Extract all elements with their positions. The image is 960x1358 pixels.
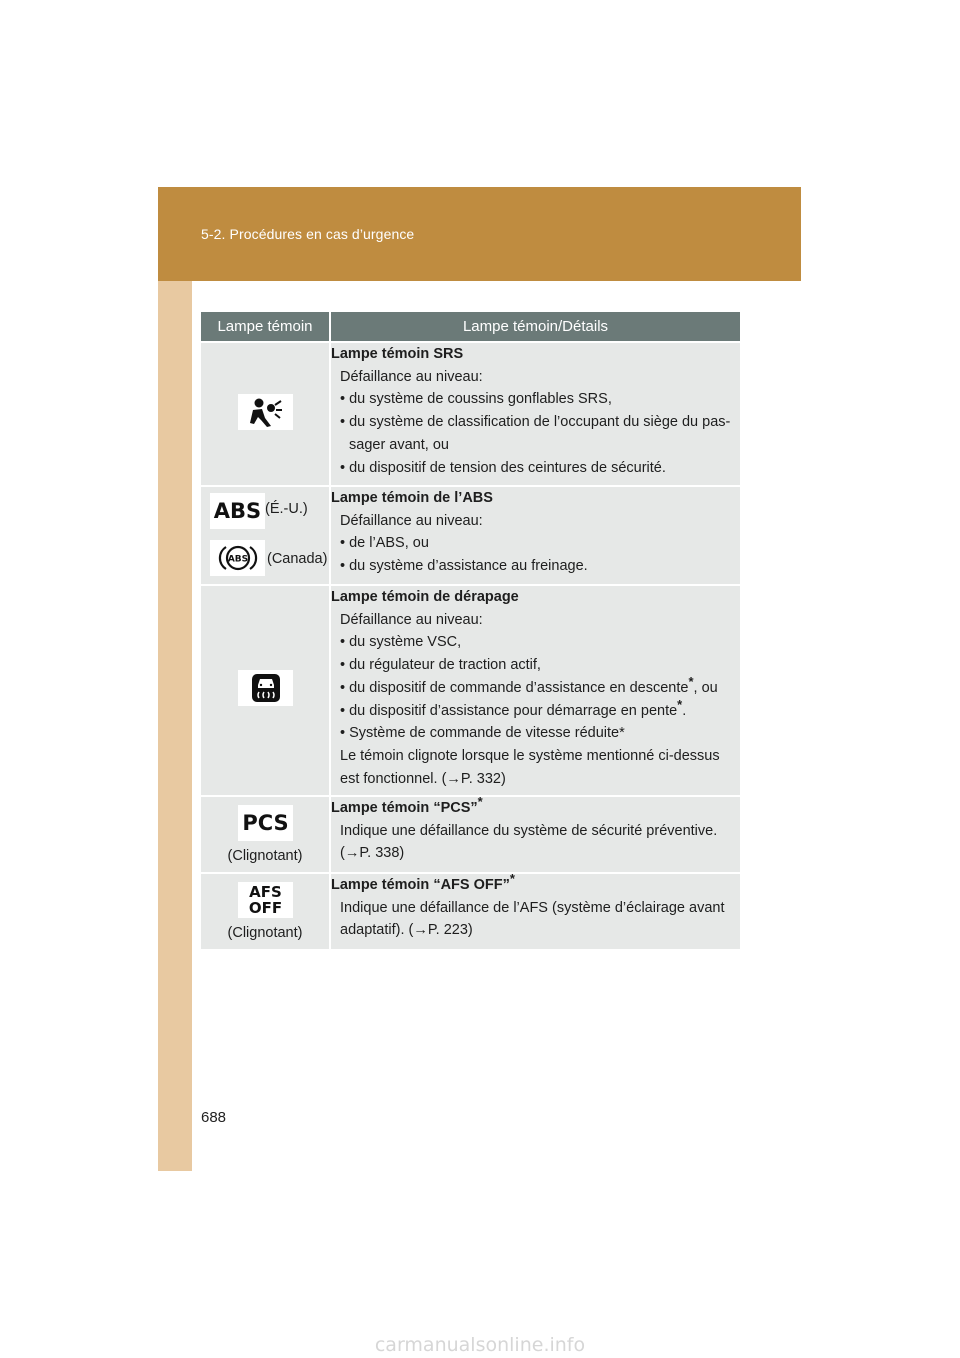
detail-bullet-continuation: sager avant, ou	[349, 436, 449, 453]
abs-circle-icon-canada	[210, 540, 265, 576]
detail-bullet: • du dispositif de tension des ceintures de sécurité.	[331, 457, 740, 480]
detail-bullet: • Système de commande de vitesse réduite*	[331, 722, 740, 745]
lamp-title: Lampe témoin “PCS”*	[331, 794, 483, 816]
page-number: 688	[201, 1109, 227, 1126]
detail-bullet: • du système VSC,	[331, 631, 740, 654]
lamp-icon-cell	[201, 796, 330, 873]
column-header-details: Lampe témoin/Détails	[330, 312, 740, 342]
lamp-details-abs	[330, 486, 740, 585]
warning-lamp-table	[201, 312, 740, 949]
watermark: carmanualsonline.info	[374, 1334, 586, 1356]
caption-canada: (Canada)	[267, 551, 328, 567]
afs-off-icon: AFS OFF	[238, 882, 293, 918]
svg-text:ABS: ABS	[227, 554, 248, 565]
caption-flashing: (Clignotant)	[227, 848, 303, 864]
detail-bullet: • du dispositif de commande d’assistance en descente*, ou	[331, 677, 740, 700]
detail-line: Indique une défaillance du système de sécurité préventive.	[340, 822, 718, 839]
lamp-details-pcs	[330, 796, 740, 873]
detail-line: Indique une défaillance de l’AFS (système d’éclairage avant	[340, 899, 725, 916]
airbag-icon	[238, 394, 293, 430]
lamp-title: Lampe témoin SRS	[331, 346, 464, 362]
abs-icon-us: ABS	[210, 493, 265, 529]
lamp-icon-cell	[201, 873, 330, 949]
page-header	[158, 187, 801, 281]
detail-bullet: • de l’ABS, ou	[331, 532, 740, 555]
detail-line: Défaillance au niveau:	[340, 512, 483, 529]
detail-line: adaptatif). (→P. 223)	[340, 922, 473, 939]
table-header-row	[201, 312, 740, 342]
lamp-title: Lampe témoin “AFS OFF”*	[331, 871, 515, 893]
detail-line: (→P. 338)	[340, 845, 405, 862]
detail-line: Défaillance au niveau:	[340, 368, 483, 385]
lamp-details-srs	[330, 342, 740, 486]
detail-line: est fonctionnel. (→P. 332)	[340, 770, 506, 787]
section-title: 5-2. Procédures en cas d’urgence	[201, 226, 415, 242]
pcs-icon: PCS	[238, 805, 293, 841]
caption-flashing: (Clignotant)	[227, 925, 303, 941]
table-row-afs-off	[201, 873, 740, 949]
lamp-icon-cell	[201, 342, 330, 486]
side-tab	[158, 281, 192, 1171]
detail-bullet: • du régulateur de traction actif,	[331, 654, 740, 677]
skidding-car-icon	[238, 670, 293, 706]
caption-us: (É.-U.)	[265, 501, 308, 517]
column-header-lamp: Lampe témoin	[201, 312, 330, 342]
lamp-details-slip	[330, 585, 740, 796]
lamp-icon-cell	[201, 585, 330, 796]
lamp-title: Lampe témoin de dérapage	[331, 589, 519, 605]
detail-bullet: • du système d’assistance au freinage.	[331, 555, 740, 578]
detail-bullet: • du dispositif d’assistance pour démarrage en pente*.	[331, 700, 740, 723]
detail-bullet: • du système de coussins gonflables SRS,	[331, 388, 740, 411]
lamp-details-afs-off	[330, 873, 740, 949]
detail-bullet: • du système de classification de l’occupant du siège du pas-	[331, 411, 740, 434]
table-row-abs	[201, 486, 740, 585]
lamp-title: Lampe témoin de l’ABS	[331, 490, 493, 506]
table-row-slip	[201, 585, 740, 796]
table-row-srs	[201, 342, 740, 486]
detail-line: Le témoin clignote lorsque le système mentionné ci-dessus	[340, 747, 720, 764]
table-row-pcs	[201, 796, 740, 873]
detail-line: Défaillance au niveau:	[340, 611, 483, 628]
lamp-icon-cell	[201, 486, 330, 585]
